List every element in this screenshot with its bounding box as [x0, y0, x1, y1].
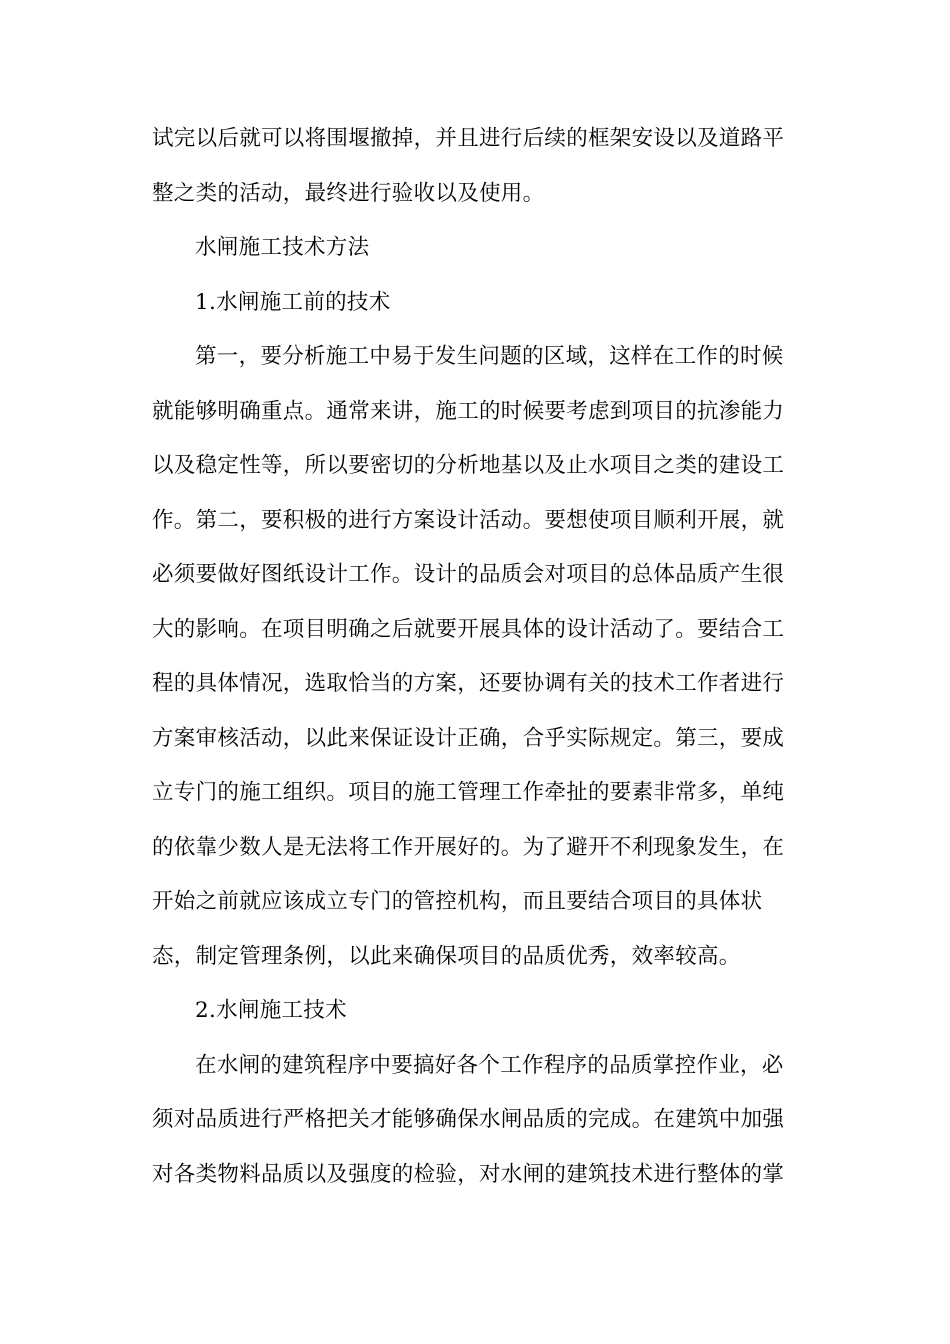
- text-line: 整之类的活动，最终进行验收以及使用。: [152, 180, 545, 206]
- text-line: 在水闸的建筑程序中要搞好各个工作程序的品质掌控作业，必: [195, 1052, 784, 1078]
- text-line: 必须要做好图纸设计工作。设计的品质会对项目的总体品质产生很: [152, 562, 785, 587]
- subsection-heading: 1.水闸施工前的技术: [195, 289, 391, 315]
- document-body: [152, 112, 802, 1202]
- text-line: 试完以后就可以将围堰撤掉，并且进行后续的框架安设以及道路平: [152, 126, 785, 151]
- text-line: 开始之前就应该成立专门的管控机构，而且要结合项目的具体状: [152, 889, 763, 914]
- text-line: 作。第二，要积极的进行方案设计活动。要想使项目顺利开展，就: [152, 507, 785, 533]
- subsection-heading: 2.水闸施工技术: [195, 998, 347, 1023]
- text-line: 对各类物料品质以及强度的检验，对水闸的建筑技术进行整体的掌: [152, 1161, 785, 1187]
- text-line: 第一，要分析施工中易于发生问题的区域，这样在工作的时候: [195, 344, 784, 369]
- text-line: 大的影响。在项目明确之后就要开展具体的设计活动了。要结合工: [152, 616, 785, 642]
- text-line: 的依靠少数人是无法将工作开展好的。为了避开不利现象发生，在: [152, 834, 785, 860]
- text-line: 就能够明确重点。通常来讲，施工的时候要考虑到项目的抗渗能力: [152, 398, 785, 424]
- text-line: 方案审核活动，以此来保证设计正确，合乎实际规定。第三，要成: [152, 725, 785, 751]
- text-line: 态，制定管理条例，以此来确保项目的品质优秀，效率较高。: [152, 943, 741, 969]
- section-heading: 水闸施工技术方法: [195, 235, 370, 260]
- text-line: 立专门的施工组织。项目的施工管理工作牵扯的要素非常多，单纯: [152, 780, 785, 805]
- text-line: 须对品质进行严格把关才能够确保水闸品质的完成。在建筑中加强: [152, 1107, 785, 1132]
- text-line: 程的具体情况，选取恰当的方案，还要协调有关的技术工作者进行: [152, 671, 785, 696]
- text-line: 以及稳定性等，所以要密切的分析地基以及止水项目之类的建设工: [152, 453, 785, 478]
